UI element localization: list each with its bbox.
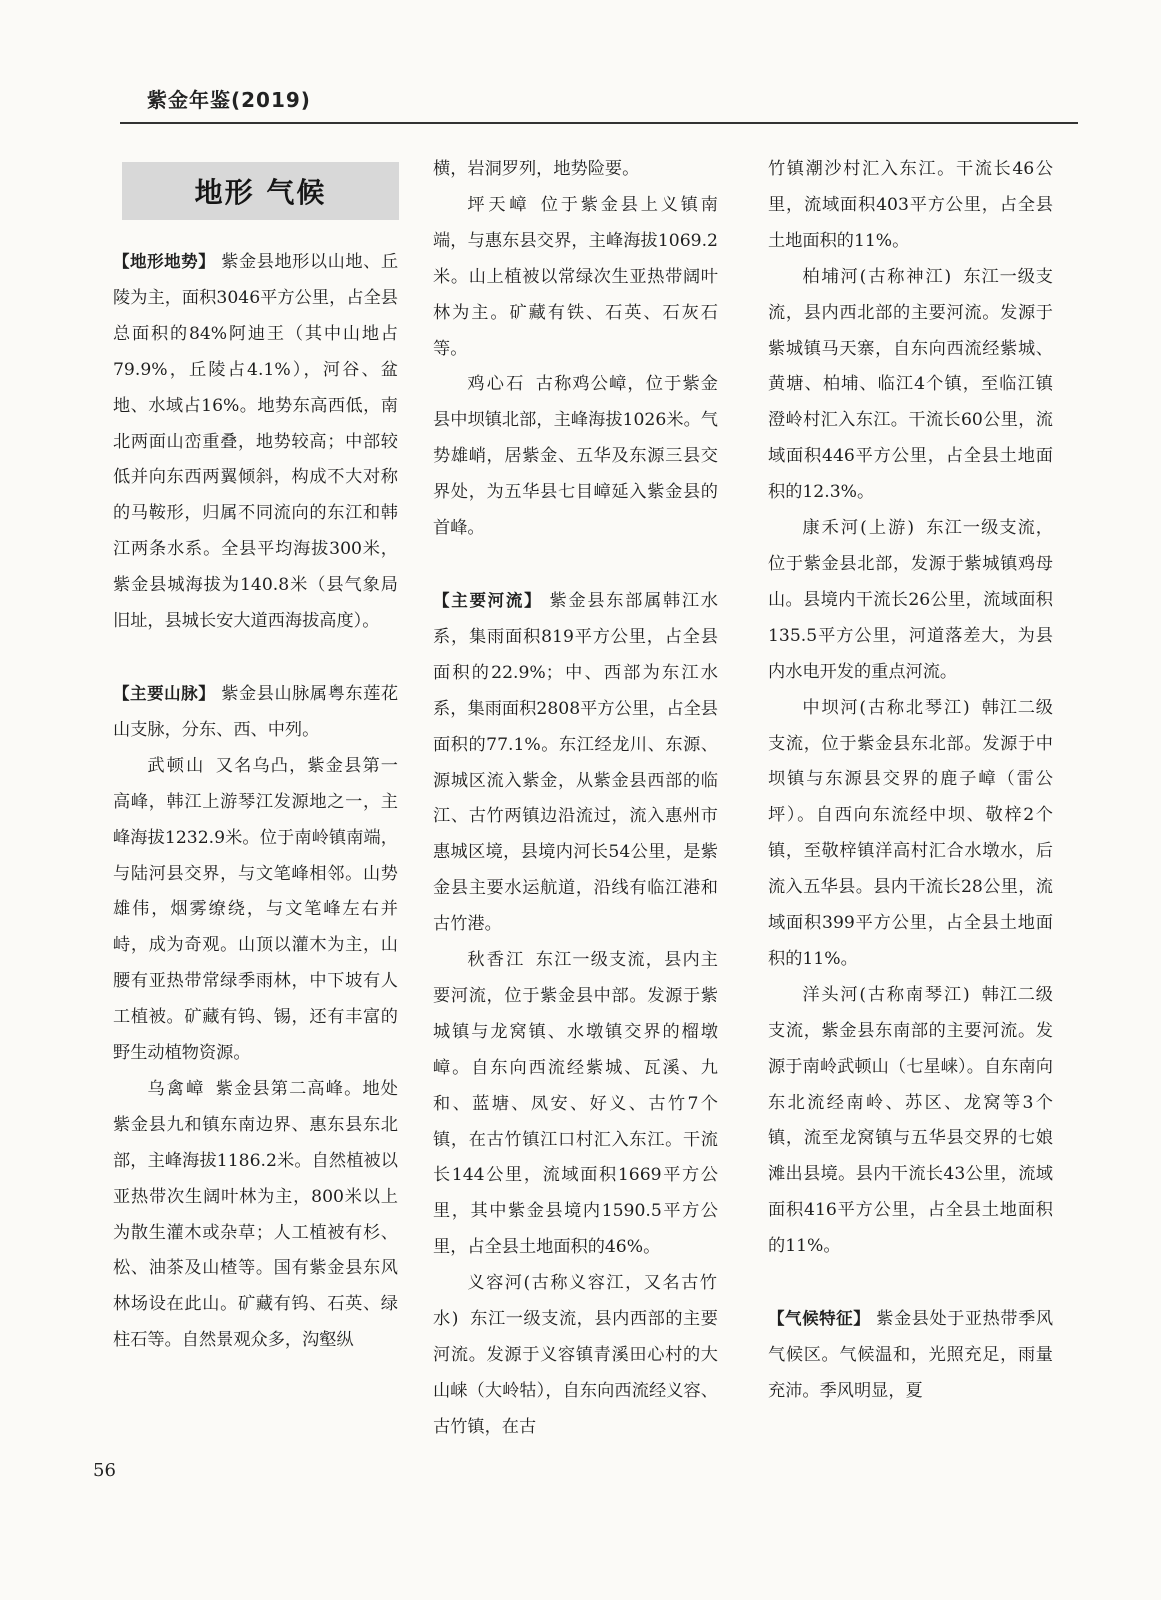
text-continued: 横，岩洞罗列，地势险要。 xyxy=(433,159,640,179)
text-wuqinzhang: 紫金县第二高峰。地处紫金县九和镇东南边界、惠东县东北部，主峰海拔1186.2米。自然植被以亚热带次生阔叶林为主，800米以上为散生灌木或杂草；人工植被有杉、松、油茶及山楂等。国有紫金县东风林场设在此山。矿藏有钨、石英、绿柱石等。自然景观众多，沟壑纵 xyxy=(113,1078,398,1351)
paragraph-wuqinzhang xyxy=(113,1072,398,1359)
text-pingtianzhang: 位于紫金县上义镇南端，与惠东县交界，主峰海拔1069.2米。山上植被以常绿次生亚热带阔叶林为主。矿藏有铁、石英、石灰石等。 xyxy=(433,194,718,359)
keyword-terrain: 【地形地势】 xyxy=(113,252,216,271)
paragraph-wudunshan xyxy=(113,749,398,1072)
text-zhongbahe: 韩江二级支流，位于紫金县东北部。发源于中坝镇与东源县交界的鹿子嶂（雷公坪）。自西向东流经中坝、敬梓2个镇，至敬梓镇洋高村汇合水墩水，后流入五华县。县内干流长28公里，流域面积399平方公里，占全县土地面积的11%。 xyxy=(768,697,1053,969)
paragraph-yangtouhe xyxy=(768,978,1053,1265)
column-2 xyxy=(433,152,718,1446)
keyword-climate: 【气候特征】 xyxy=(768,1309,871,1329)
header-rule xyxy=(120,122,1078,124)
paragraph-terrain xyxy=(113,244,398,640)
section-title-box xyxy=(122,162,399,220)
subhead-yironghe: 义容河(古称义容江，又名古竹水) xyxy=(433,1273,718,1330)
subhead-yangtouhe: 洋头河(古称南琴江) xyxy=(802,984,971,1005)
section-title: 地形 气候 xyxy=(194,176,327,209)
page-number: 56 xyxy=(93,1460,116,1481)
paragraph-mountains xyxy=(113,676,398,749)
paragraph-yironghe xyxy=(433,1266,718,1446)
subhead-kanghehe: 康禾河(上游) xyxy=(802,518,916,539)
text-rivers: 紫金县东部属韩江水系，集雨面积819平方公里，占全县面积的22.9%；中、西部为东江水系，集雨面积2808平方公里，占全县面积的77.1%。东江经龙川、东源、源城区流入紫金，从紫金县西部的临江、古竹两镇边沿流过，流入惠州市惠城区境，县境内河长54公里，是紫金县主要水运航道，沿线有临江港和古竹港。 xyxy=(433,590,718,935)
text-mountains: 紫金县山脉属粤东莲花山支脉，分东、西、中列。 xyxy=(113,683,399,740)
subhead-zhongbahe: 中坝河(古称北琴江) xyxy=(802,697,971,718)
column-1 xyxy=(113,244,398,1359)
paragraph-qiuxiangjiang xyxy=(433,943,718,1266)
text-wudunshan: 又名乌凸，紫金县第一高峰，韩江上游琴江发源地之一，主峰海拔1232.9米。位于南岭镇南端，与陆河县交界，与文笔峰相邻。山势雄伟，烟雾缭绕，与文笔峰左右并峙，成为奇观。山顶以灌木为主，山腰有亚热带常绿季雨林，中下坡有人工植被。矿藏有钨、锡，还有丰富的野生动植物资源。 xyxy=(113,755,398,1064)
text-kanghehe: 东江一级支流，位于紫金县北部，发源于紫城镇鸡母山。县境内干流长26公里，流域面积135.5平方公里，河道落差大，为县内水电开发的重点河流。 xyxy=(768,518,1053,682)
subhead-wuqinzhang: 乌禽嶂 xyxy=(147,1078,206,1099)
subhead-pingtianzhang: 坪天嶂 xyxy=(467,194,531,215)
keyword-rivers: 【主要河流】 xyxy=(433,590,543,610)
paragraph-zhongbahe xyxy=(768,691,1053,978)
subhead-qiuxiangjiang: 秋香江 xyxy=(467,950,526,971)
subhead-jixinshi: 鸡心石 xyxy=(467,374,526,395)
subhead-wudunshan: 武顿山 xyxy=(147,755,206,776)
paragraph-climate xyxy=(768,1301,1053,1410)
text-yironghe: 东江一级支流，县内西部的主要河流。发源于义容镇青溪田心村的大山崃（大岭牯），自东向西流经义容、古竹镇，在古 xyxy=(433,1309,718,1437)
text-continued-3: 竹镇潮沙村汇入东江。干流长46公里，流域面积403平方公里，占全县土地面积的11%。 xyxy=(768,159,1053,251)
text-baipuhe: 东江一级支流，县内西北部的主要河流。发源于紫城镇马天寨，自东向西流经紫城、黄塘、柏埔、临江4个镇，至临江镇澄岭村汇入东江。干流长60公里，流域面积446平方公里，占全县土地面积的12.3%。 xyxy=(768,266,1053,503)
paragraph-baipuhe xyxy=(768,260,1053,511)
subhead-baipuhe: 柏埔河(古称神江) xyxy=(802,266,953,287)
text-yangtouhe: 韩江二级支流，紫金县东南部的主要河流。发源于南岭武顿山（七星崃）。自东南向东北流经南岭、苏区、龙窝等3个镇，流至龙窝镇与五华县交界的七娘滩出县境。县内干流长43公里，流域面积416平方公里，占全县土地面积的11%。 xyxy=(768,984,1053,1257)
text-terrain: 紫金县地形以山地、丘陵为主，面积3046平方公里，占全县总面积的84%阿迪王（其中山地占79.9%，丘陵占4.1%），河谷、盆地、水域占16%。地势东高西低，南北两面山峦重叠，地势较高；中部较低并向东西两翼倾斜，构成不大对称的马鞍形，归属不同流向的东江和韩江两条水系。全县平均海拔300米，紫金县城海拔为140.8米（县气象局旧址，县城长安大道西海拔高度）。 xyxy=(113,252,399,632)
text-climate: 紫金县处于亚热带季风气候区。气候温和，光照充足，雨量充沛。季风明显，夏 xyxy=(768,1309,1054,1401)
text-qiuxiangjiang: 东江一级支流，县内主要河流，位于紫金县中部。发源于紫城镇与龙窝镇、水墩镇交界的榴墩嶂。自东向西流经紫城、瓦溪、九和、蓝塘、凤安、好义、古竹7个镇，在古竹镇江口村汇入东江。干流长144公里，流域面积1669平方公里，其中紫金县境内1590.5平方公里，占全县土地面积的46%。 xyxy=(433,950,718,1258)
paragraph-rivers xyxy=(433,583,718,943)
running-header: 紫金年鉴(2019) xyxy=(147,88,311,112)
paragraph-kanghehe xyxy=(768,511,1053,691)
paragraph-pingtianzhang xyxy=(433,188,718,368)
paragraph-continued xyxy=(433,152,718,188)
paragraph-jixinshi xyxy=(433,367,718,547)
column-3 xyxy=(768,152,1053,1410)
keyword-mountains: 【主要山脉】 xyxy=(113,683,216,703)
paragraph-continued-3 xyxy=(768,152,1053,260)
text-jixinshi: 古称鸡公嶂，位于紫金县中坝镇北部，主峰海拔1026米。气势雄峭，居紫金、五华及东源三县交界处，为五华县七目嶂延入紫金县的首峰。 xyxy=(433,374,718,539)
